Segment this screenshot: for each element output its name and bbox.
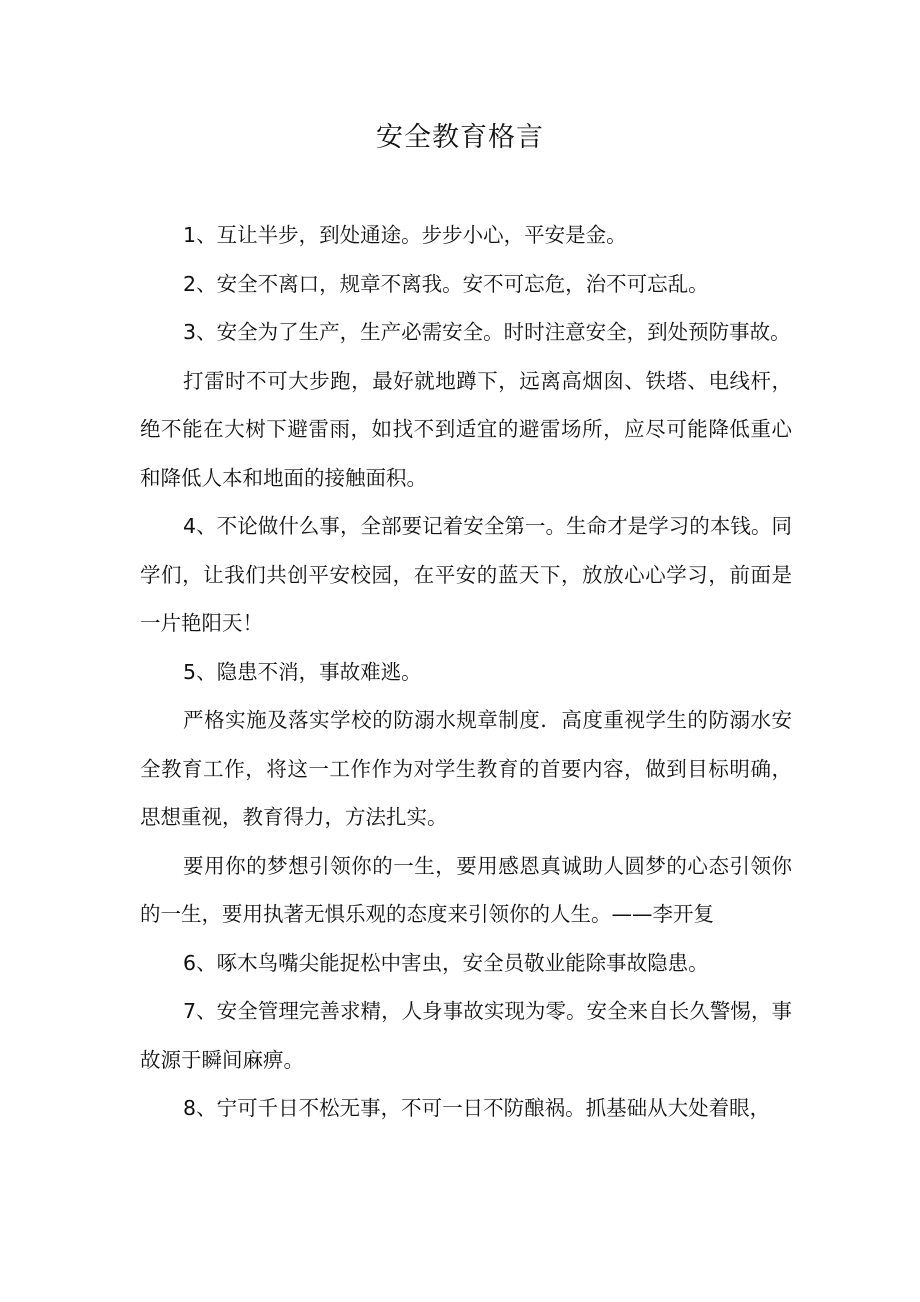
paragraph-8: 8、宁可千日不松无事，不可一日不防酿祸。抓基础从大处着眼， [183, 1096, 771, 1120]
paragraph-lightning: 打雷时不可大步跑，最好就地蹲下，远离高烟囱、铁塔、电线杆，绝不能在大树下避雷雨，如找不到适宜的避雷场所，应尽可能降低重心和降低人本和地面的接触面积。 [140, 368, 792, 490]
paragraph-quote: 要用你的梦想引领你的一生，要用感恩真诚助人圆梦的心态引领你的一生，要用执著无惧乐观的态度来引领你的人生。——李开复 [140, 853, 792, 926]
paragraph-2: 2、安全不离口，规章不离我。安不可忘危，治不可忘乱。 [183, 271, 709, 296]
paragraph-5: 5、隐患不消，事故难逃。 [183, 659, 422, 684]
document-title: 安全教育格言 [376, 122, 544, 153]
paragraph-7: 7、安全管理完善求精，人身事故实现为零。安全来自长久警惕，事故源于瞬间麻痹。 [140, 999, 792, 1072]
paragraph-6: 6、啄木鸟嘴尖能捉松中害虫，安全员敬业能除事故隐患。 [183, 950, 709, 975]
paragraph-4: 4、不论做什么事，全部要记着安全第一。生命才是学习的本钱。同学们，让我们共创平安校园，在平安的蓝天下，放放心心学习，前面是一片艳阳天！ [140, 514, 792, 635]
document-body [140, 211, 792, 1133]
paragraph-1: 1、互让半步，到处通途。步步小心，平安是金。 [183, 223, 627, 247]
paragraph-3: 3、安全为了生产，生产必需安全。时时注意安全，到处预防事故。 [183, 320, 791, 344]
paragraph-drowning: 严格实施及落实学校的防溺水规章制度．高度重视学生的防溺水安全教育工作，将这一工作作为对学生教育的首要内容，做到目标明确，思想重视，教育得力，方法扎实。 [140, 708, 792, 829]
